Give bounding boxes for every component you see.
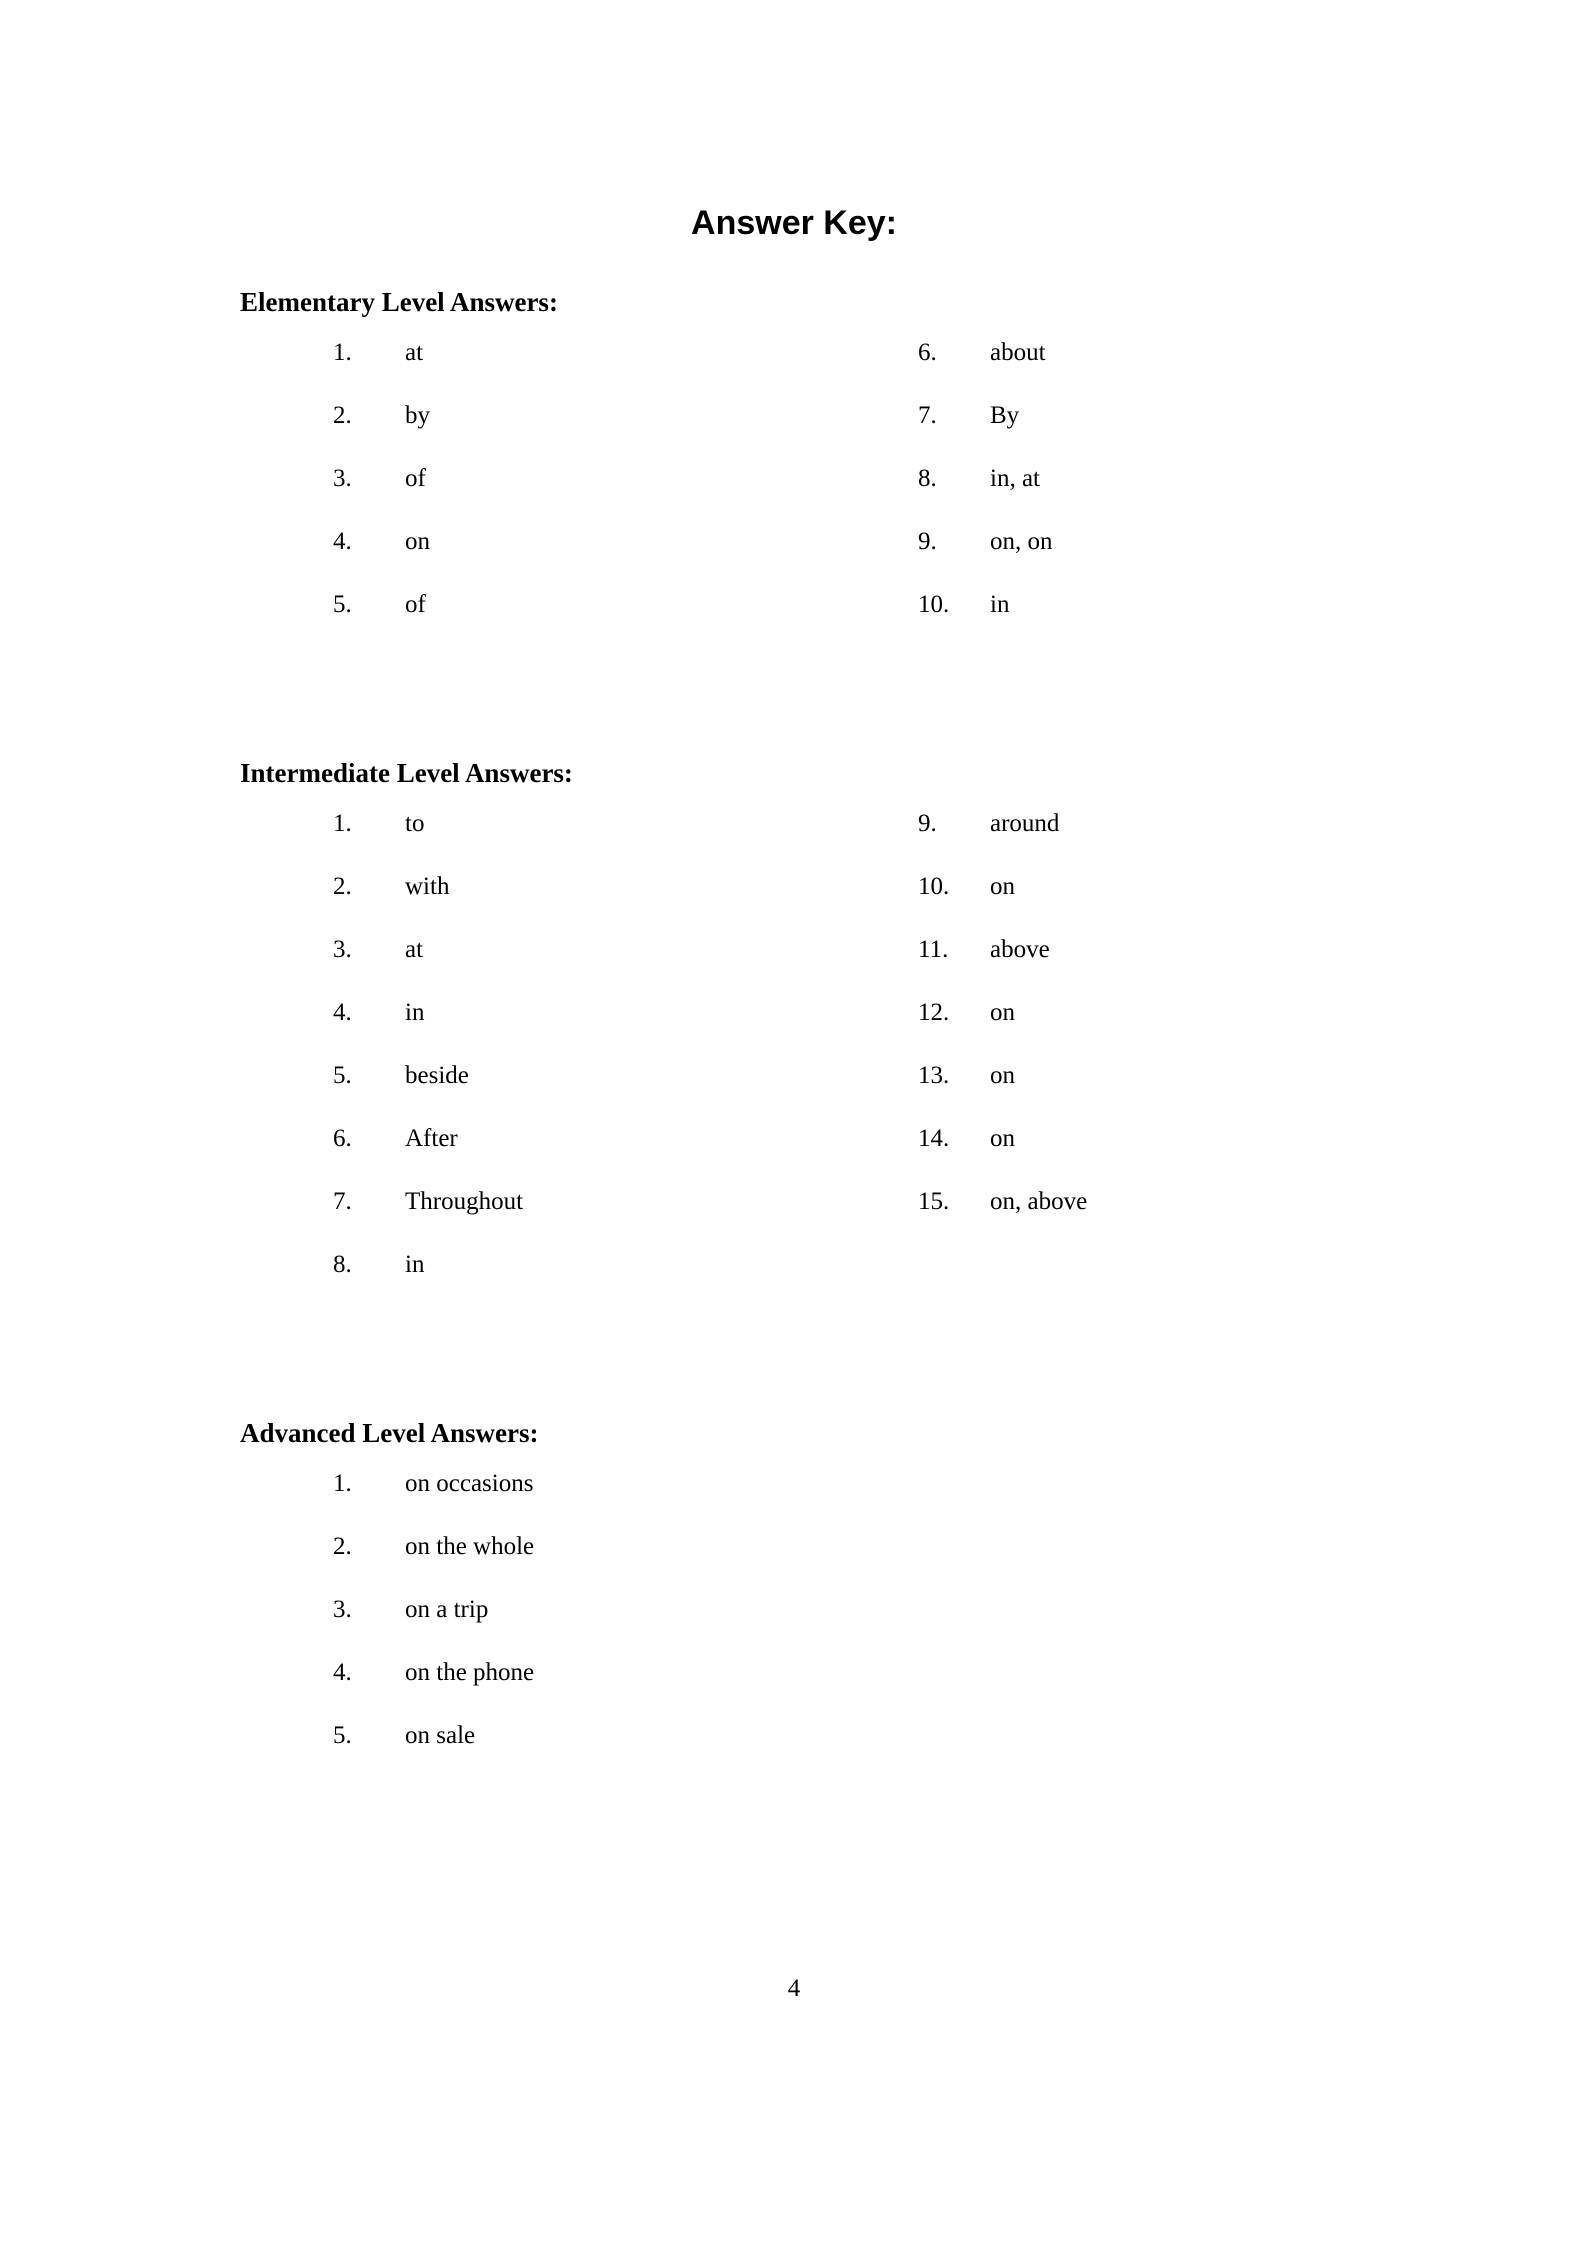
answer-number: 3. [333,1596,352,1623]
answer-row [918,590,1053,653]
answer-number: 6. [333,1125,352,1152]
answer-text: By [990,402,1020,429]
answer-text: on, above [990,1188,1088,1215]
answer-row [333,590,430,653]
answer-text: about [990,339,1046,366]
answer-grid [0,338,1588,653]
answer-number: 4. [333,528,352,555]
answer-text: on, on [990,528,1053,555]
answer-text: in [405,1251,425,1278]
answer-text: of [405,465,426,492]
answer-column-left [333,338,430,653]
section-heading: Intermediate Level Answers: [240,758,573,788]
answer-text: at [405,936,424,963]
answer-section [0,757,1588,1313]
answer-number: 4. [333,999,352,1026]
answer-text: on [990,873,1015,900]
answer-row [333,872,523,935]
page-title: Answer Key: [691,204,897,242]
answer-row [333,464,430,527]
answer-row [333,1721,534,1784]
answer-text: on [990,1062,1015,1089]
answer-row [333,1532,534,1595]
answer-number: 11. [918,936,949,963]
answer-section [0,1417,1588,1784]
answer-row [918,401,1053,464]
answer-number: 1. [333,1470,352,1497]
answer-number: 12. [918,999,950,1026]
answer-text: by [405,402,430,429]
answer-column-left [333,1469,534,1784]
answer-number: 2. [333,873,352,900]
answer-column-right [918,809,1087,1250]
answer-row [918,338,1053,401]
answer-number: 8. [333,1251,352,1278]
answer-grid [0,809,1588,1313]
answer-row [333,527,430,590]
answer-number: 7. [918,402,937,429]
answer-text: in [990,591,1010,618]
answer-row [333,1658,534,1721]
answer-row [918,1124,1087,1187]
answer-row [333,1061,523,1124]
answer-text: After [405,1125,458,1152]
answer-row [918,1187,1087,1250]
answer-number: 7. [333,1188,352,1215]
answer-number: 5. [333,591,352,618]
answer-text: on occasions [405,1470,534,1497]
answer-text: on a trip [405,1596,489,1623]
answer-text: of [405,591,426,618]
answer-number: 8. [918,465,937,492]
answer-number: 1. [333,810,352,837]
answer-row [333,1187,523,1250]
answer-row [333,809,523,872]
answer-text: in, at [990,465,1040,492]
answer-number: 1. [333,339,352,366]
answer-row [333,1595,534,1658]
answer-number: 15. [918,1188,950,1215]
answer-key-content [0,286,1588,1784]
answer-number: 4. [333,1659,352,1686]
answer-row [918,464,1053,527]
answer-row [918,998,1087,1061]
answer-number: 6. [918,339,937,366]
answer-text: on [405,528,430,555]
answer-column-left [333,809,523,1313]
answer-row [918,1061,1087,1124]
answer-row [918,527,1053,590]
page-number: 4 [787,1975,801,2002]
answer-number: 2. [333,402,352,429]
answer-text: above [990,936,1050,963]
answer-text: on [990,999,1015,1026]
answer-text: beside [405,1062,469,1089]
answer-text: on the whole [405,1533,535,1560]
answer-column-right [918,338,1053,653]
answer-row [918,935,1087,998]
answer-number: 9. [918,810,937,837]
answer-row [333,1469,534,1532]
answer-text: at [405,339,424,366]
section-heading: Elementary Level Answers: [240,287,558,317]
answer-text: on [990,1125,1015,1152]
answer-number: 13. [918,1062,950,1089]
answer-row [333,935,523,998]
answer-row [918,809,1087,872]
answer-text: in [405,999,425,1026]
answer-text: on the phone [405,1659,535,1686]
answer-row [333,1250,523,1313]
answer-number: 14. [918,1125,950,1152]
answer-number: 5. [333,1722,352,1749]
answer-row [918,872,1087,935]
answer-text: around [990,810,1060,837]
answer-text: to [405,810,425,837]
answer-number: 3. [333,936,352,963]
answer-number: 2. [333,1533,352,1560]
answer-number: 10. [918,873,950,900]
answer-text: on sale [405,1722,476,1749]
answer-number: 5. [333,1062,352,1089]
answer-text: with [405,873,450,900]
answer-text: Throughout [405,1188,524,1215]
answer-row [333,998,523,1061]
answer-grid [0,1469,1588,1784]
answer-number: 3. [333,465,352,492]
answer-row [333,338,430,401]
answer-row [333,1124,523,1187]
answer-section [0,286,1588,653]
section-heading: Advanced Level Answers: [240,1418,539,1448]
answer-row [333,401,430,464]
answer-number: 10. [918,591,950,618]
answer-number: 9. [918,528,937,555]
